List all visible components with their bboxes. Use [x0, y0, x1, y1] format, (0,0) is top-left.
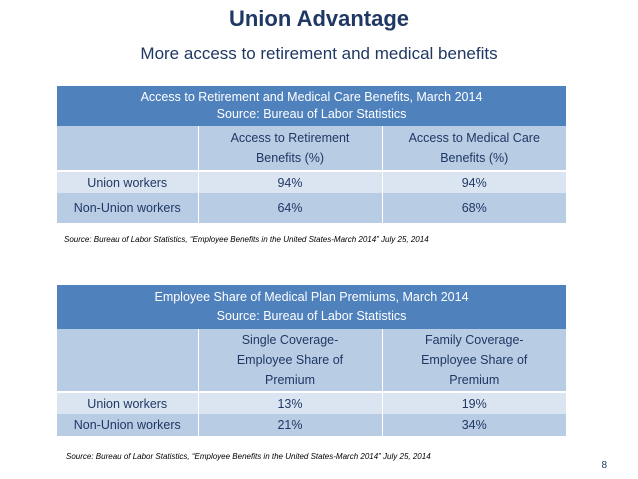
row-label: Union workers: [57, 171, 198, 193]
table-row: [57, 392, 566, 414]
table-source-note: Source: Bureau of Labor Statistics, “Employee Benefits in the United States-March 2014” July 25, 2014: [66, 452, 431, 461]
premium-share-table: [57, 285, 566, 436]
column-header-single-coverage: Single Coverage-Employee Share of Premium: [198, 329, 382, 392]
slide-title: Union Advantage: [228, 6, 410, 31]
column-header-medical: Access to Medical Care Benefits (%): [382, 126, 566, 171]
row-value: 34%: [382, 414, 566, 436]
table-title: Employee Share of Medical Plan Premiums, March 2014: [154, 290, 469, 304]
row-label: Union workers: [57, 392, 198, 414]
table-row: [57, 414, 566, 436]
column-header-family-coverage: Family Coverage-Employee Share of Premium: [382, 329, 566, 392]
table-header: [57, 285, 566, 329]
slide-subtitle: More access to retirement and medical benefits: [140, 44, 498, 63]
column-header-retirement: Access to Retirement Benefits (%): [198, 126, 382, 171]
row-value: 64%: [198, 193, 382, 223]
row-value: 19%: [382, 392, 566, 414]
table-source-line: Source: Bureau of Labor Statistics: [216, 309, 407, 323]
table-row: [57, 193, 566, 223]
table-row: [57, 171, 566, 193]
row-value: 94%: [198, 171, 382, 193]
row-value: 13%: [198, 392, 382, 414]
column-header-blank: [57, 126, 198, 171]
row-value: 94%: [382, 171, 566, 193]
column-header-blank: [57, 329, 198, 392]
row-label: Non-Union workers: [57, 414, 198, 436]
page-number: 8: [601, 460, 607, 471]
retirement-medical-access-table: [57, 86, 566, 223]
table-source-note: Source: Bureau of Labor Statistics, “Employee Benefits in the United States-March 2014” July 25, 2014: [64, 235, 429, 244]
row-value: 68%: [382, 193, 566, 223]
column-header-row: [57, 329, 566, 392]
table-source-line: Source: Bureau of Labor Statistics: [216, 107, 407, 121]
row-label: Non-Union workers: [57, 193, 198, 223]
column-header-row: [57, 126, 566, 171]
row-value: 21%: [198, 414, 382, 436]
table-header: [57, 86, 566, 126]
table-title: Access to Retirement and Medical Care Benefits, March 2014: [140, 90, 483, 104]
